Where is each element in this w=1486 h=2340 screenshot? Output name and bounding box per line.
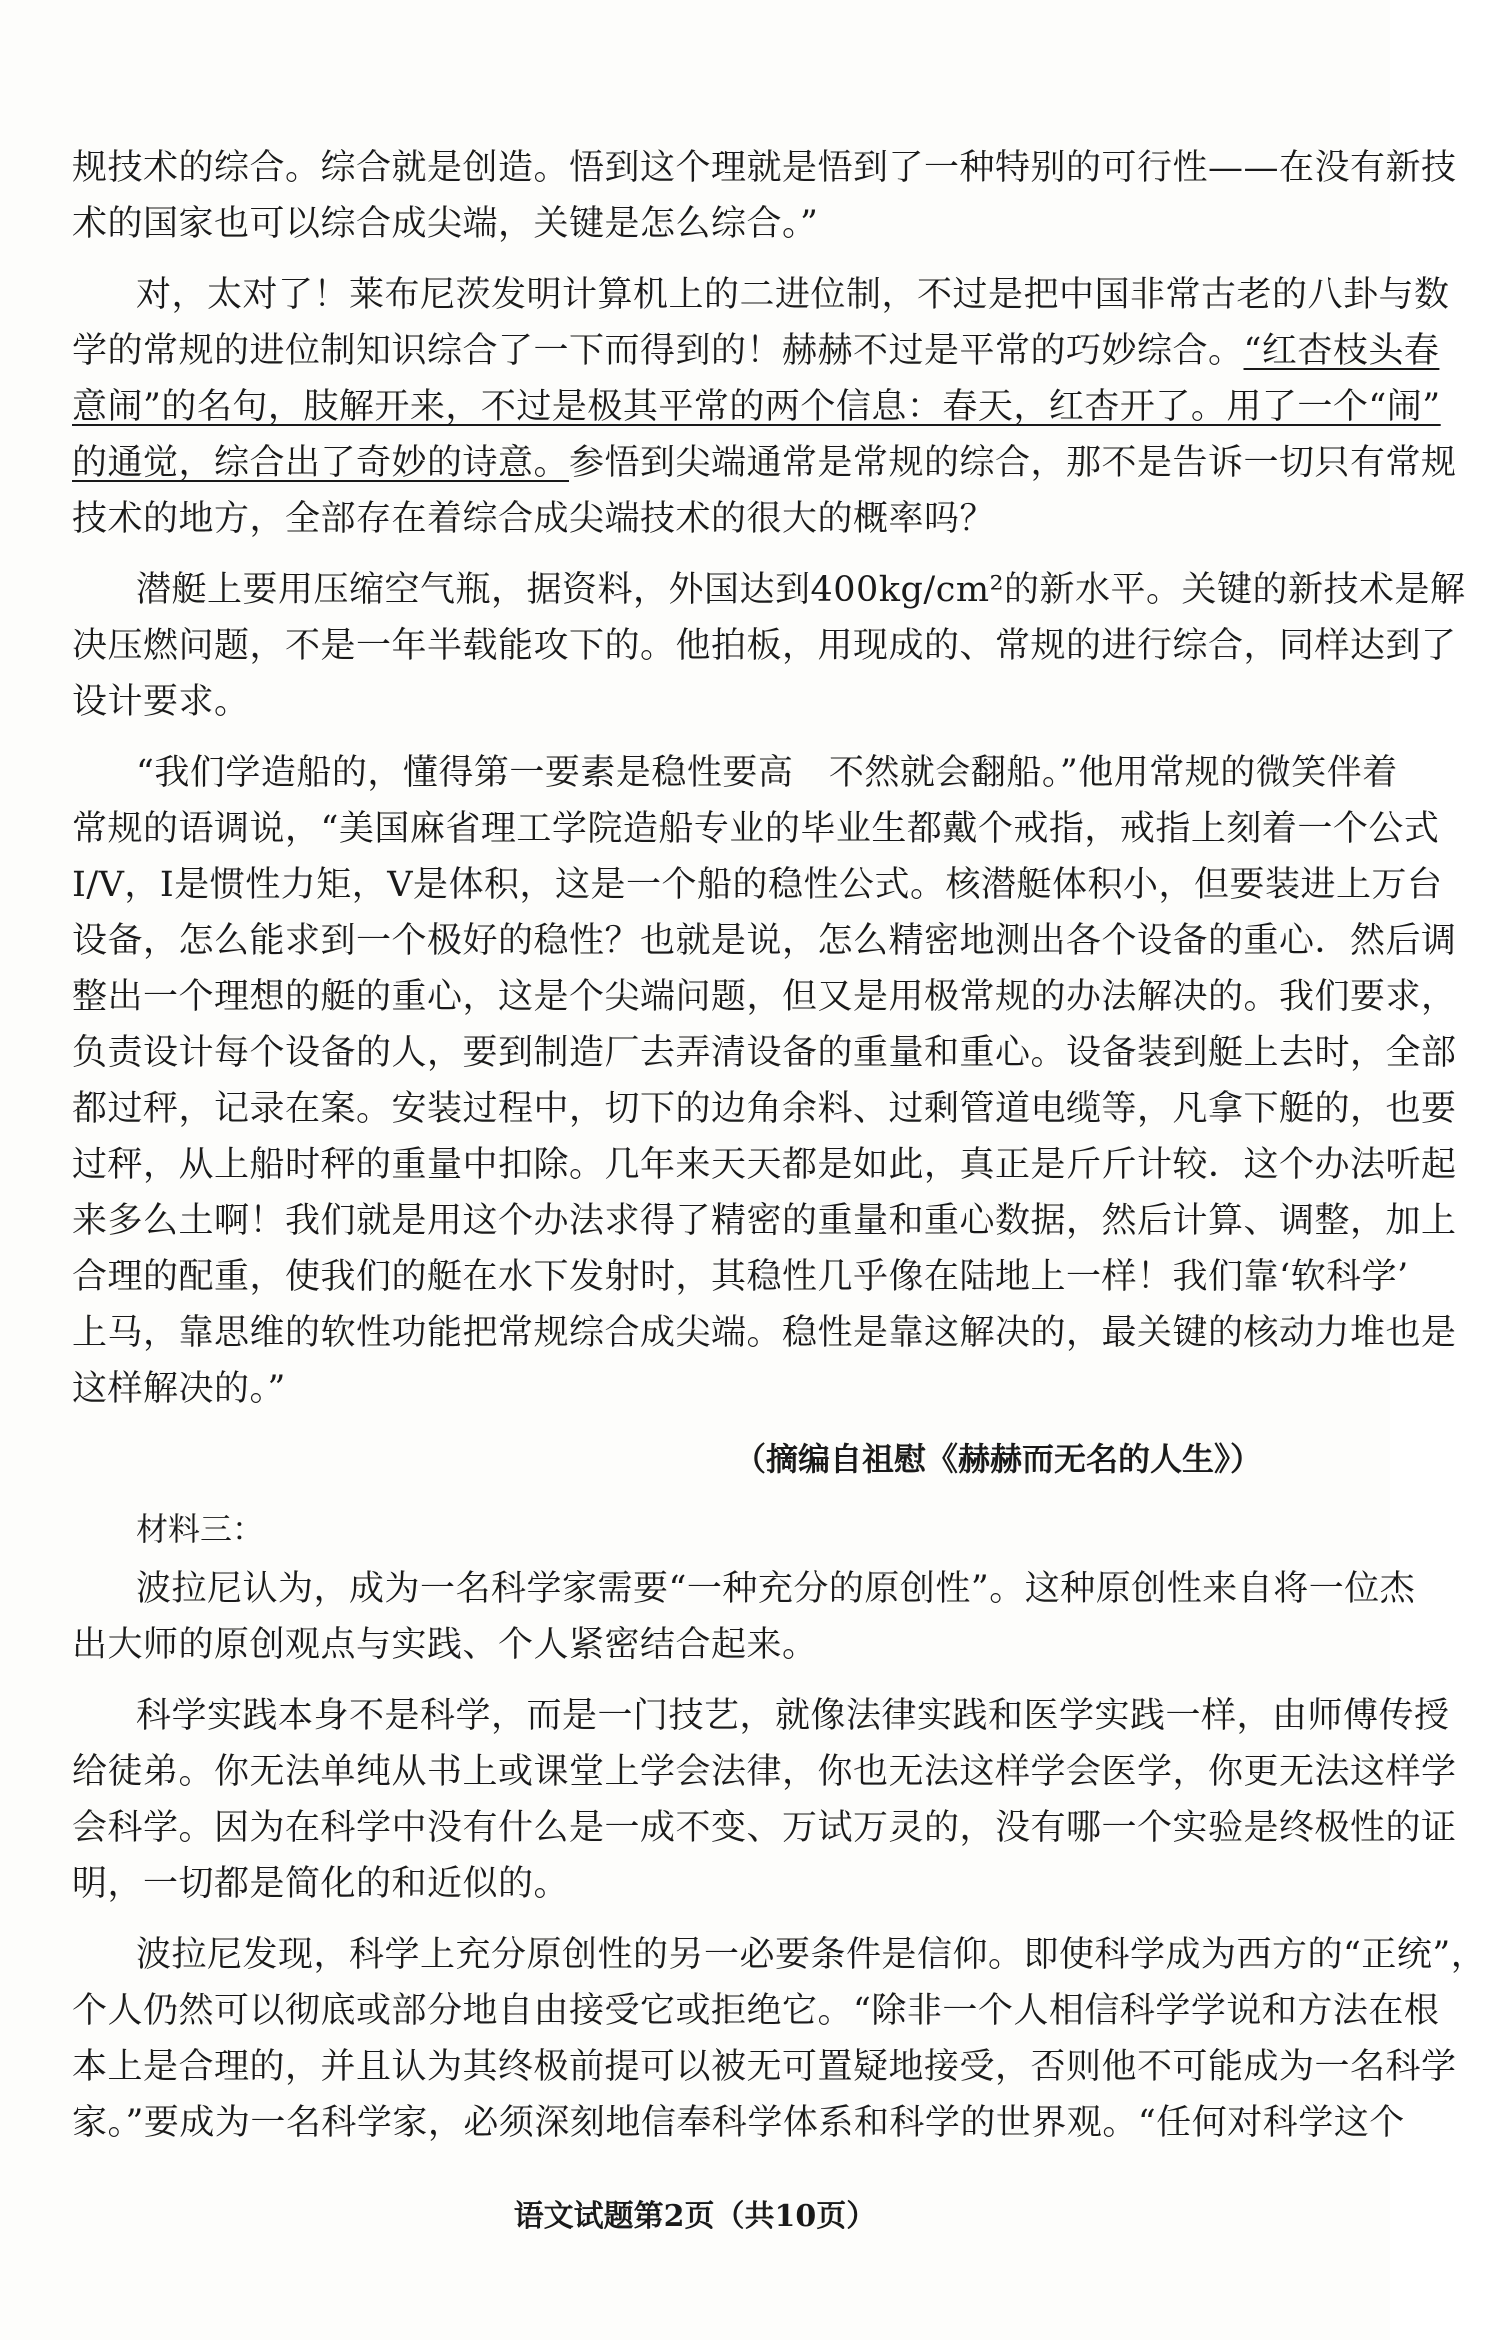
- text-line: 潜艇上要用压缩空气瓶，据资料，外国达到400kg/cm²的新水平。关键的新技术是解: [136, 570, 1466, 610]
- text-line: 都过秤，记录在案。安装过程中，切下的边角余料、过剩管道电缆等，凡拿下艇的，也要: [72, 1089, 1457, 1129]
- text-line: 波拉尼认为，成为一名科学家需要“一种充分的原创性”。这种原创性来自将一位杰: [136, 1569, 1416, 1609]
- text-line: 规技术的综合。综合就是创造。悟到这个理就是悟到了一种特别的可行性——在没有新技: [72, 148, 1457, 188]
- text-line: 给徒弟。你无法单纯从书上或课堂上学会法律，你也无法这样学会医学，你更无法这样学: [72, 1752, 1457, 1792]
- text-line: 设备，怎么能求到一个极好的稳性？也就是说，怎么精密地测出各个设备的重心．然后调: [72, 921, 1457, 961]
- underlined-text: 的通觉，综合出了奇妙的诗意。: [72, 443, 570, 483]
- plain-text: 学的常规的进位制知识综合了一下而得到的！赫赫不过是平常的巧妙综合。: [72, 331, 1244, 371]
- paragraph-1: [72, 140, 1457, 252]
- text-line: 对，太对了！莱布尼茨发明计算机上的二进位制，不过是把中国非常古老的八卦与数: [136, 275, 1450, 315]
- section-title: 材料三：: [136, 1510, 265, 1548]
- text-line: [72, 323, 1440, 379]
- page-footer: 语文试题第2页（共10页）: [513, 2199, 877, 2234]
- text-line: 家。”要成为一名科学家，必须深刻地信奉科学体系和科学的世界观。“任何对科学这个: [72, 2103, 1405, 2143]
- material3-paragraph-2: [72, 1688, 1457, 1912]
- text-line: 决压燃问题，不是一年半载能攻下的。他拍板，用现成的、常规的进行综合，同样达到了: [72, 626, 1457, 666]
- source-citation: （摘编自祖慰《赫赫而无名的人生》）: [733, 1440, 1262, 1478]
- text-line: 本上是合理的，并且认为其终极前提可以被无可置疑地接受，否则他不可能成为一名科学: [72, 2047, 1457, 2087]
- text-line: 合理的配重，使我们的艇在水下发射时，其稳性几乎像在陆地上一样！我们靠‘软科学’: [72, 1257, 1409, 1297]
- text-line: 个人仍然可以彻底或部分地自由接受它或拒绝它。“除非一个人相信科学学说和方法在根: [72, 1991, 1440, 2031]
- text-line: [72, 379, 1441, 435]
- text-line: 负责设计每个设备的人，要到制造厂去弄清设备的重量和重心。设备装到艇上去时，全部: [72, 1033, 1457, 1073]
- text-line: 术的国家也可以综合成尖端，关键是怎么综合。”: [72, 204, 819, 244]
- paragraph-3: [72, 562, 1466, 730]
- text-line: 过秤，从上船时秤的重量中扣除。几年来天天都是如此，真正是斤斤计较．这个办法听起: [72, 1145, 1457, 1185]
- text-line: 会科学。因为在科学中没有什么是一成不变、万试万灵的，没有哪一个实验是终极性的证: [72, 1808, 1457, 1848]
- text-line: 这样解决的。”: [72, 1369, 286, 1409]
- text-line: 波拉尼发现，科学上充分原创性的另一必要条件是信仰。即使科学成为西方的“正统”，: [136, 1935, 1486, 1975]
- text-line: 出大师的原创观点与实践、个人紧密结合起来。: [72, 1625, 818, 1665]
- underlined-text: “红杏枝头春: [1243, 331, 1440, 371]
- text-line: 来多么土啊！我们就是用这个办法求得了精密的重量和重心数据，然后计算、调整，加上: [72, 1201, 1457, 1241]
- underlined-text: 意闹”的名句，肢解开来，不过是极其平常的两个信息：春天，红杏开了。用了一个“闹”: [72, 387, 1441, 427]
- text-line: 科学实践本身不是科学，而是一门技艺，就像法律实践和医学实践一样，由师傅传授: [136, 1696, 1450, 1736]
- text-line: I/V，I是惯性力矩，V是体积，这是一个船的稳性公式。核潜艇体积小，但要装进上万台: [72, 865, 1443, 905]
- text-line: 技术的地方，全部存在着综合成尖端技术的很大的概率吗？: [72, 499, 996, 539]
- paragraph-4: [72, 745, 1457, 1417]
- text-line: 常规的语调说，“美国麻省理工学院造船专业的毕业生都戴个戒指，戒指上刻着一个公式: [72, 809, 1440, 849]
- text-line: [72, 435, 1457, 491]
- paragraph-2: [72, 267, 1457, 547]
- text-line: “我们学造船的，懂得第一要素是稳性要高 不然就会翻船。”他用常规的微笑伴着: [136, 753, 1398, 793]
- text-line: 设计要求。: [72, 682, 250, 722]
- plain-text: 参悟到尖端通常是常规的综合，那不是告诉一切只有常规: [569, 443, 1457, 483]
- text-line: 明，一切都是简化的和近似的。: [72, 1864, 570, 1904]
- page-body: [72, 140, 1486, 2151]
- material3-paragraph-3: [72, 1927, 1486, 2151]
- text-line: 上马，靠思维的软性功能把常规综合成尖端。稳性是靠这解决的，最关键的核动力堆也是: [72, 1313, 1457, 1353]
- material3-paragraph-1: [72, 1561, 1416, 1673]
- text-line: 整出一个理想的艇的重心，这是个尖端问题，但又是用极常规的办法解决的。我们要求，: [72, 977, 1457, 1017]
